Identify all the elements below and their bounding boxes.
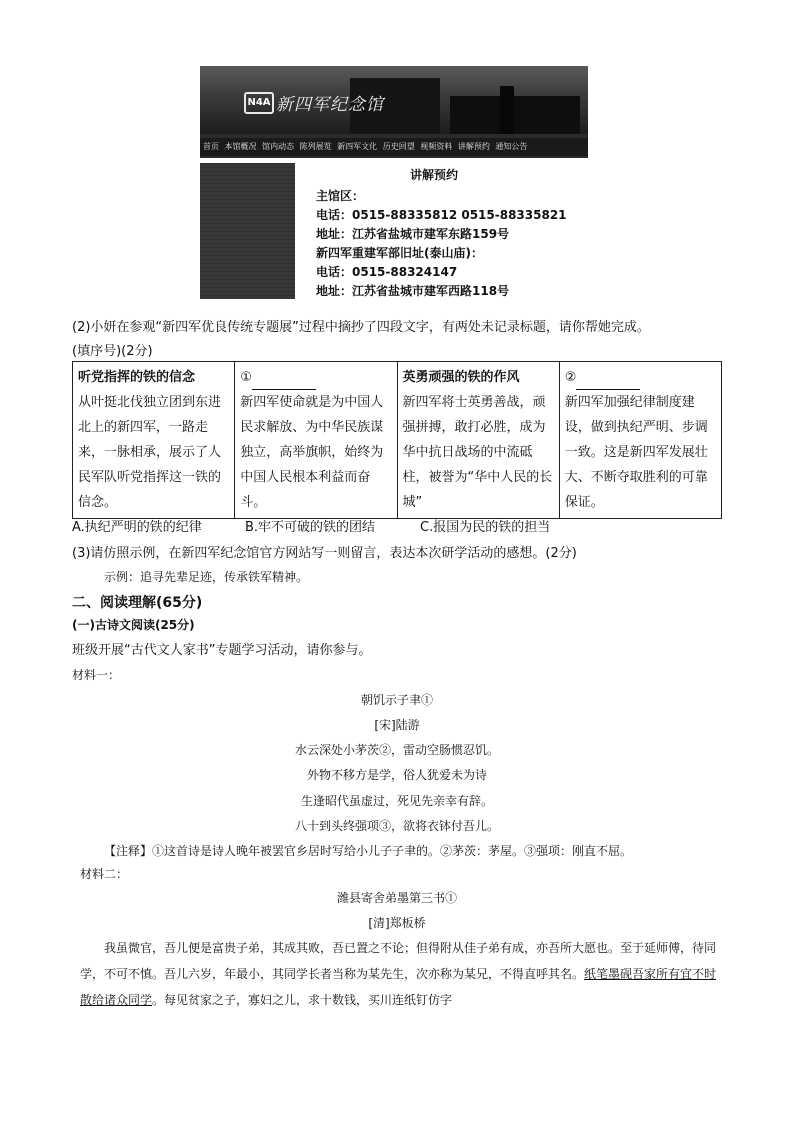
- museum-website-banner: [200, 66, 588, 158]
- banner-building: [450, 96, 580, 134]
- cell-title: 听党指挥的铁的信念: [78, 370, 196, 385]
- museum-logo[interactable]: N4A: [244, 92, 274, 114]
- table-cell: [235, 362, 397, 519]
- main-hall-label: 主馆区：: [316, 189, 365, 203]
- site-address: 地址：江苏省盐城市建军西路118号: [316, 284, 510, 298]
- question-2-note: (填序号)(2分): [72, 344, 153, 359]
- site-phone: 电话：0515-88324147: [316, 265, 458, 279]
- banner-tower: [500, 86, 514, 134]
- letter-paragraph: [80, 935, 720, 1013]
- letter-text-end: 。每见贫家之子，寡妇之儿，求十数钱，买川连纸钉仿字: [152, 993, 453, 1007]
- material-1-label: 材料一：: [72, 668, 121, 682]
- table-cell: [73, 362, 235, 519]
- poem-note: 【注释】①这首诗是诗人晚年被罢官乡居时写给小儿子子聿的。②茅茨：茅屋。③强项：刚直不屈。: [104, 844, 633, 858]
- option-a: A.执纪严明的铁的纪律: [72, 520, 202, 535]
- cell-text: 新四军使命就是为中国人民求解放、为中华民族谋独立，高举旗帜，始终为中国人民根本利益而奋斗。: [240, 395, 384, 510]
- cell-text: 从叶挺北伐独立团到东进北上的新四军，一路走来，一脉相承，展示了人民军队听党指挥这一铁的信念。: [78, 395, 222, 510]
- poem-title: 朝饥示子聿①: [360, 693, 433, 707]
- cell-blank-title: [565, 365, 716, 390]
- cell-text: 新四军将士英勇善战，顽强拼搏，敢打必胜，成为华中抗日战场的中流砥柱，被誉为“华中人民的长城”: [402, 395, 553, 510]
- option-b: B.牢不可破的铁的团结: [245, 520, 376, 535]
- nav-item[interactable]: 通知公告: [495, 142, 528, 151]
- blank-number: ②: [564, 370, 577, 385]
- table-cell: [397, 362, 559, 519]
- underlined-sentence: 纸笔墨砚吾家所有宜不时散给诸众同学: [80, 967, 717, 1007]
- blank-number: ①: [240, 370, 252, 385]
- cell-title: 英勇顽强的铁的作风: [402, 370, 520, 385]
- poem-line: 生逢昭代虽虚过，死见先亲幸有辞。: [300, 794, 493, 808]
- nav-item[interactable]: 本馆概况: [224, 142, 257, 151]
- material-2-label: 材料二：: [80, 867, 129, 881]
- main-hall-address: 地址：江苏省盐城市建军东路159号: [316, 227, 510, 241]
- nav-item[interactable]: 首页: [203, 142, 219, 151]
- section-title: 二、阅读理解(65分): [72, 595, 203, 611]
- nav-item[interactable]: 陈列展览: [299, 142, 332, 151]
- site-label: 新四军重建军部旧址(泰山庙)：: [316, 246, 483, 260]
- table-cell: [559, 362, 721, 519]
- poem-line: 水云深处小茅茨②，雷动空肠惯忍饥。: [294, 743, 499, 757]
- activity-intro: 班级开展“古代文人家书”专题学习活动，请你参与。: [72, 643, 372, 658]
- question-2-text: (2)小妍在参观“新四军优良传统专题展”过程中摘抄了四段文字，有两处未记录标题，请你帮她完成。: [72, 320, 650, 335]
- nav-item[interactable]: 新四军文化: [337, 142, 378, 151]
- memorial-photo: [200, 163, 295, 299]
- nav-item[interactable]: 讲解预约: [457, 142, 490, 151]
- cell-text: 新四军加强纪律制度建设，做到执纪严明、步调一致。这是新四军发展壮大、不断夺取胜利的可靠保证。: [564, 395, 708, 510]
- answer-blank[interactable]: [252, 375, 316, 390]
- nav-item[interactable]: 历史回望: [382, 142, 415, 151]
- subsection-title: (一)古诗文阅读(25分): [72, 618, 195, 632]
- letter-title: 潍县寄舍弟墨第三书①: [336, 891, 457, 905]
- cell-blank-title: [240, 365, 391, 390]
- quote-table: [72, 361, 722, 519]
- poem-line: 八十到头终强项③，欲将衣钵付吾儿。: [294, 819, 499, 833]
- nav-item[interactable]: 馆内动态: [262, 142, 295, 151]
- museum-brand-name: 新四军纪念馆: [276, 95, 384, 115]
- website-nav-bar: [200, 138, 588, 156]
- letter-author: [清]郑板桥: [368, 916, 426, 930]
- nav-item[interactable]: 视频资料: [420, 142, 453, 151]
- answer-blank[interactable]: [576, 375, 640, 390]
- poem-line: 外物不移方是学，俗人犹爱未为诗: [306, 768, 487, 782]
- question-3-example: 示例：追寻先辈足迹，传承铁军精神。: [104, 570, 309, 584]
- question-3-text: (3)请仿照示例，在新四军纪念馆官方网站写一则留言，表达本次研学活动的感想。(2分): [72, 546, 577, 561]
- option-c: C.报国为民的铁的担当: [420, 520, 551, 535]
- main-hall-phone: 电话：0515-88335812 0515-88335821: [316, 208, 567, 222]
- poem-author: [宋]陆游: [374, 718, 420, 732]
- booking-title: 讲解预约: [410, 168, 459, 182]
- letter-text: 我虽微官，吾儿便是富贵子弟，其成其败，吾已置之不论；但得附从佳子弟有成，亦吾所大愿也。至于延师傅，待同学，不可不慎。吾儿六岁，年最小，其同学长者当称为某先生，次亦称为某兄，不得直呼其名。: [80, 941, 717, 981]
